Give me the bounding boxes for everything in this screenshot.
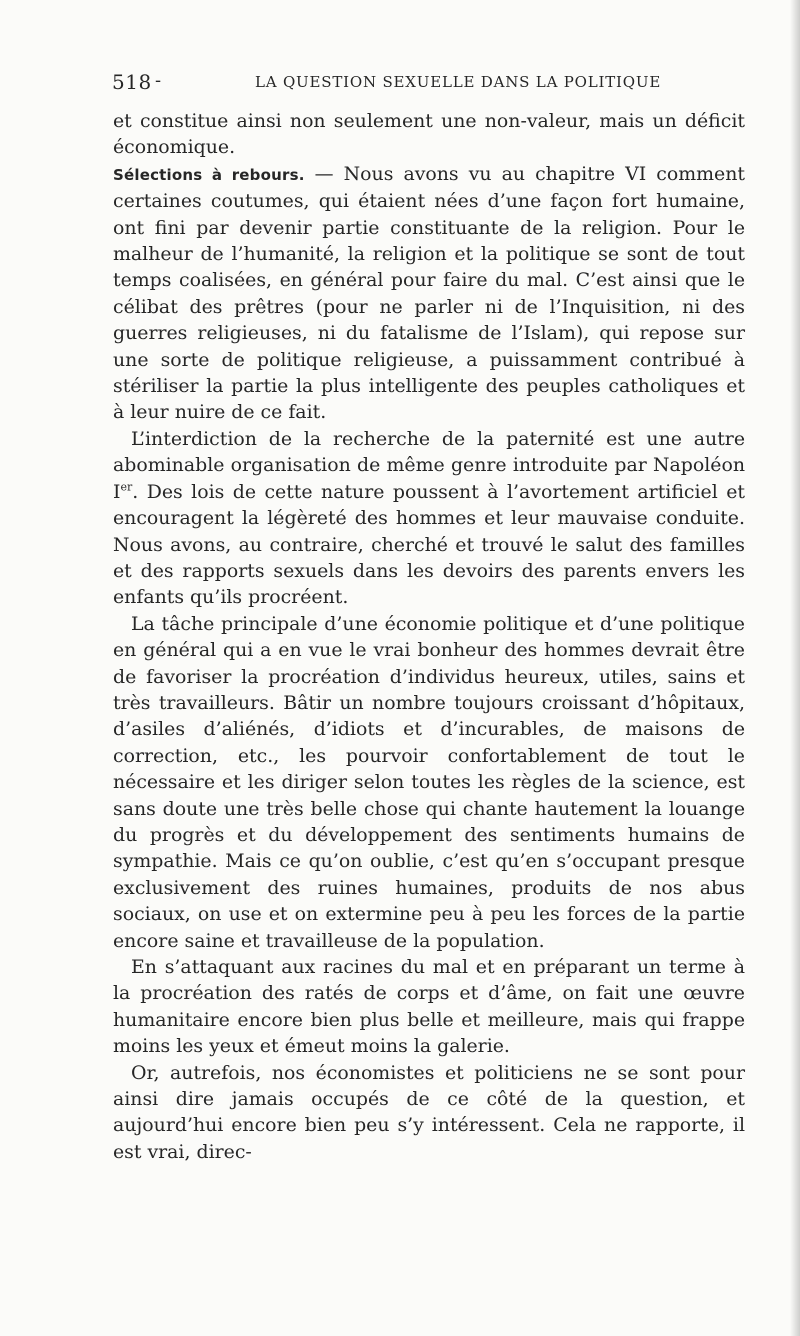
- paragraph-text: Or, autrefois, nos économistes et politiciens ne se sont pour ainsi dire jamais occupés de ce côté de la question, et aujourd’hui encore bien peu s’y intéressent. Cela ne rapporte, il est vrai, direc-: [113, 1061, 745, 1163]
- paragraph-tache-principale: [113, 611, 745, 954]
- page-number: 518: [112, 70, 152, 94]
- header-dash: -: [155, 70, 162, 91]
- page-edge-shadow: [790, 0, 800, 1336]
- running-title: LA QUESTION SEXUELLE DANS LA POLITIQUE: [255, 73, 662, 91]
- superscript-er: er: [120, 480, 133, 494]
- paragraph-text: et constitue ainsi non seulement une non-valeur, mais un déficit économique.: [113, 110, 745, 159]
- paragraph-text: La tâche principale d’une économie politique et d’une politique en général qui a en vue le vrai bonheur des hommes devrait être de favoriser la procréation d’individus heureux, utiles, sains et très travailleurs. Bâtir un nombre toujours croissant d’hôpitaux, d’asiles d’aliénés, d’idiots et d’incurables, de maisons de correction, etc., les pourvoir confortablement de tout le nécessaire et les diriger selon toutes les règles de la science, est sans doute une très belle chose qui chante hautement la louange du progrès et du développement des sentiments humains de sympathie. Mais ce qu’on oublie, c’est qu’en s’occupant presque exclusivement des ruines humaines, produits de nos abus sociaux, on use et on extermine peu à peu les forces de la partie encore saine et travailleuse de la population.: [113, 612, 745, 952]
- body-text: [113, 108, 745, 1165]
- paragraph-text: — Nous avons vu au chapitre VI comment certaines coutumes, qui étaient nées d’une façon fort humaine, ont fini par devenir partie constituante de la religion. Pour le malheur de l’humanité, la religion et la politique se sont de tout temps coalisées, en général pour faire du mal. C’est ainsi que le célibat des prêtres (pour ne parler ni de l’Inquisition, ni des guerres religieuses, ni du fatalisme de l’Islam), qui repose sur une sorte de politique religieuse, a puissamment contribué à stériliser la partie la plus intelligente des peuples catholiques et à leur nuire de ce fait.: [113, 162, 745, 424]
- paragraph-text: En s’attaquant aux racines du mal et en préparant un terme à la procréation des ratés de corps et d’âme, on fait une œuvre humanitaire encore bien plus belle et meilleure, mais qui frappe moins les yeux et émeut moins la galerie.: [113, 956, 745, 1058]
- page-header: [112, 70, 762, 92]
- paragraph-interdiction: [113, 426, 745, 611]
- paragraph-continuation: [113, 108, 745, 161]
- paragraph-racines-du-mal: [113, 954, 745, 1060]
- paragraph-selections-a-rebours: [113, 161, 745, 426]
- paragraph-text: L’interdiction de la recherche de la paternité est une autre abominable organisation de même genre introduite par Napoléon I: [113, 427, 745, 503]
- paragraph-text: . Des lois de cette nature poussent à l’avortement artificiel et encouragent la légèreté des hommes et leur mauvaise conduite. Nous avons, au contraire, cherché et trouvé le salut des familles et des rapports sexuels dans les devoirs des parents envers les enfants qu’ils procréent.: [113, 480, 745, 609]
- paragraph-economistes: [113, 1060, 745, 1166]
- section-heading: Sélections à rebours.: [113, 165, 305, 184]
